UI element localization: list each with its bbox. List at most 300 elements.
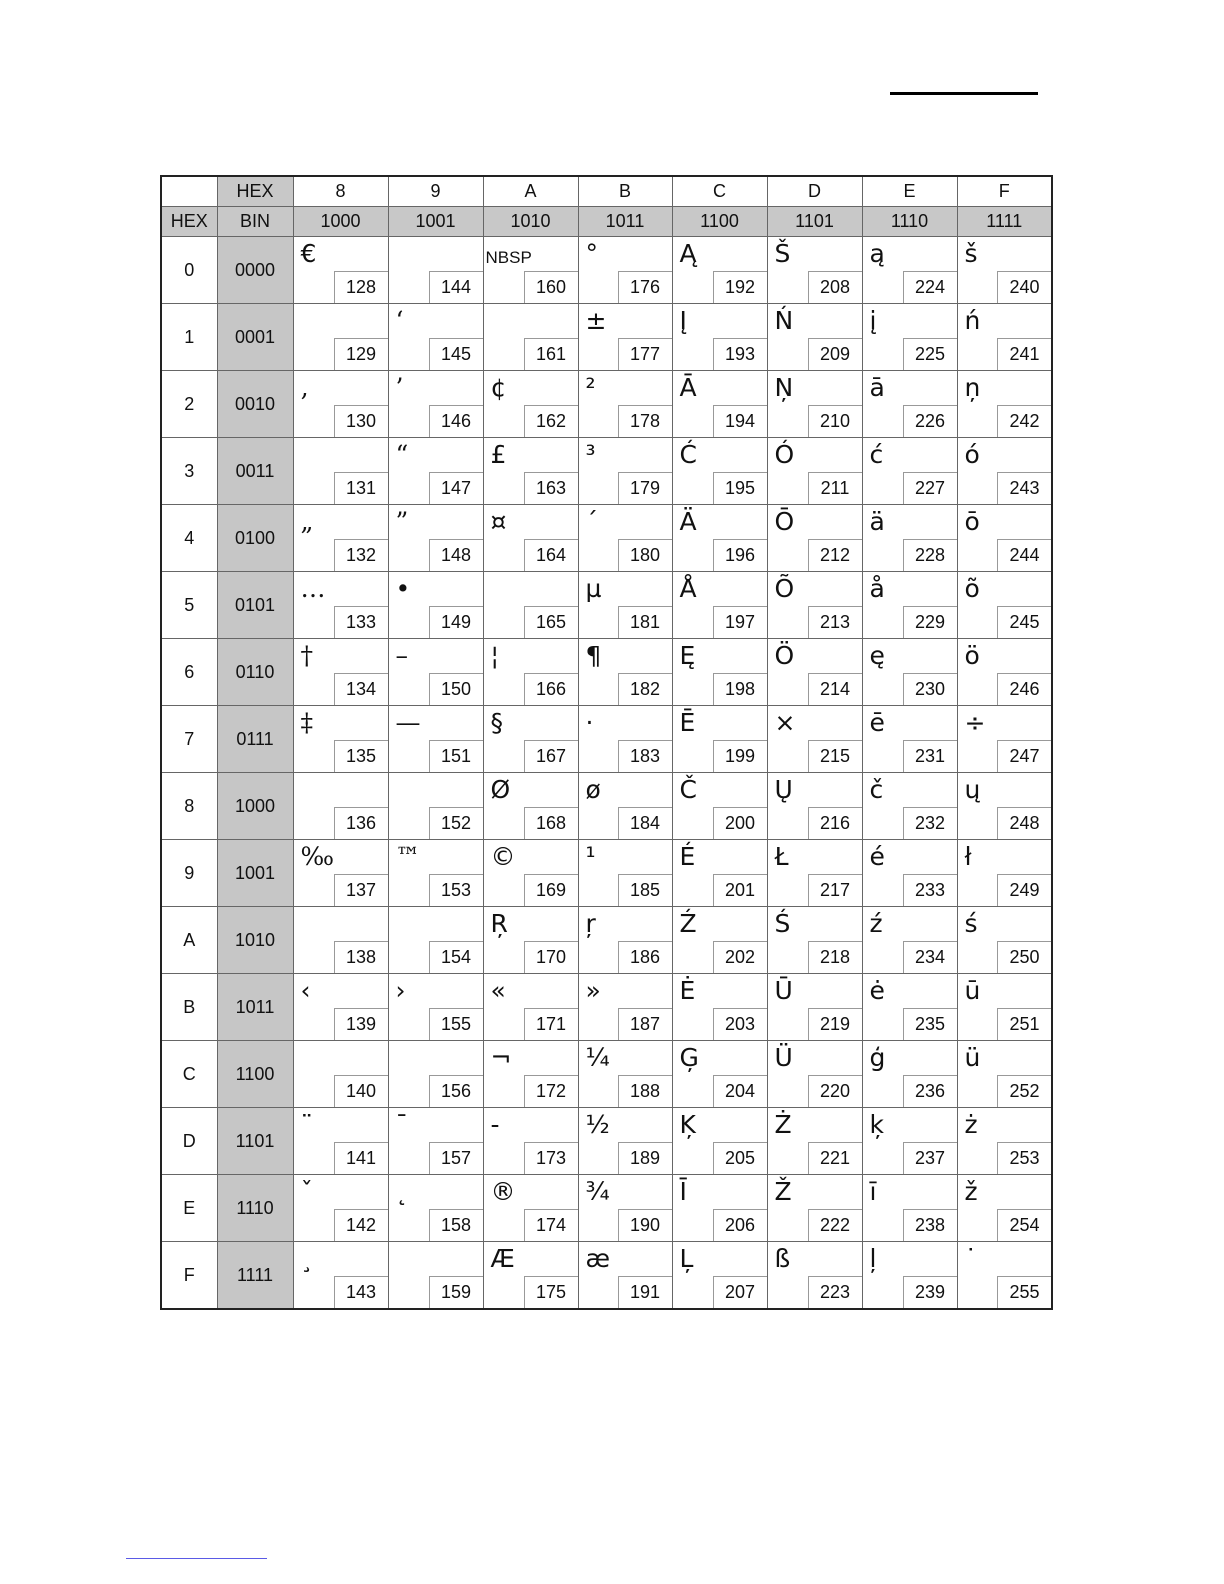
decimal-code: 128 [334, 271, 388, 303]
table-row [161, 840, 1052, 907]
character-cell [293, 639, 388, 706]
character-glyph: ę [869, 641, 885, 670]
character-glyph: - [490, 1110, 500, 1139]
character-cell [388, 572, 483, 639]
character-cell [483, 639, 578, 706]
column-bin-header: 1000 [293, 207, 388, 237]
decimal-code: 173 [524, 1142, 578, 1174]
decimal-code: 233 [903, 874, 957, 906]
character-glyph: Ā [679, 373, 697, 402]
character-cell [957, 974, 1052, 1041]
decimal-code: 143 [334, 1276, 388, 1308]
decimal-code: 132 [334, 539, 388, 571]
decimal-code: 151 [429, 740, 483, 772]
decimal-code: 184 [618, 807, 672, 839]
character-cell [388, 438, 483, 505]
column-bin-header: 1011 [578, 207, 672, 237]
character-cell [957, 840, 1052, 907]
decimal-code: 142 [334, 1209, 388, 1241]
character-cell [293, 1108, 388, 1175]
column-hex-header: C [672, 176, 767, 207]
character-cell [483, 1041, 578, 1108]
character-glyph: “ [395, 440, 409, 469]
character-glyph: Ō [774, 507, 795, 536]
character-glyph: ³ [585, 440, 596, 469]
table-row [161, 773, 1052, 840]
decimal-code: 176 [618, 271, 672, 303]
character-cell [483, 438, 578, 505]
character-cell [957, 1242, 1052, 1310]
character-glyph: Ģ [679, 1043, 699, 1072]
character-cell [388, 1242, 483, 1310]
character-cell [388, 907, 483, 974]
decimal-code: 226 [903, 405, 957, 437]
character-cell [293, 237, 388, 304]
decimal-code: 209 [808, 338, 862, 370]
decimal-code: 175 [524, 1276, 578, 1308]
character-cell [672, 438, 767, 505]
row-bin-digits: 0110 [217, 639, 293, 706]
decimal-code: 181 [618, 606, 672, 638]
decimal-code: 207 [713, 1276, 767, 1308]
header-corner [161, 176, 217, 207]
character-cell [578, 572, 672, 639]
column-hex-header: 9 [388, 176, 483, 207]
character-cell [767, 706, 862, 773]
row-hex-digit: 7 [161, 706, 217, 773]
decimal-code: 183 [618, 740, 672, 772]
character-cell [862, 974, 957, 1041]
decimal-code: 217 [808, 874, 862, 906]
character-glyph: Ē [679, 708, 696, 737]
decimal-code: 161 [524, 338, 578, 370]
decimal-code: 160 [524, 271, 578, 303]
character-glyph: ¤ [490, 507, 507, 536]
character-cell [483, 773, 578, 840]
character-glyph: č [869, 775, 884, 804]
row-bin-digits: 0111 [217, 706, 293, 773]
decimal-code: 250 [997, 941, 1051, 973]
footer-link-underline [126, 1558, 267, 1559]
character-glyph: ± [585, 306, 607, 335]
character-cell [483, 1108, 578, 1175]
column-bin-header: 1010 [483, 207, 578, 237]
character-cell [957, 1175, 1052, 1242]
decimal-code: 231 [903, 740, 957, 772]
column-hex-header: 8 [293, 176, 388, 207]
decimal-code: 133 [334, 606, 388, 638]
decimal-code: 188 [618, 1075, 672, 1107]
decimal-code: 224 [903, 271, 957, 303]
row-bin-digits: 0100 [217, 505, 293, 572]
character-cell [578, 773, 672, 840]
character-cell [578, 639, 672, 706]
table-row [161, 907, 1052, 974]
table-row [161, 1108, 1052, 1175]
character-glyph: Æ [490, 1244, 515, 1273]
character-glyph: ¬ [490, 1043, 512, 1072]
character-cell [767, 371, 862, 438]
decimal-code: 155 [429, 1008, 483, 1040]
character-glyph: ö [964, 641, 980, 670]
character-glyph: Ę [679, 641, 696, 670]
decimal-code: 225 [903, 338, 957, 370]
decimal-code: 148 [429, 539, 483, 571]
row-bin-digits: 0000 [217, 237, 293, 304]
character-glyph: Ó [774, 440, 795, 469]
decimal-code: 179 [618, 472, 672, 504]
character-glyph: ¶ [585, 641, 602, 670]
decimal-code: 145 [429, 338, 483, 370]
character-glyph: ó [964, 440, 980, 469]
character-cell [388, 1041, 483, 1108]
character-cell [578, 304, 672, 371]
decimal-code: 214 [808, 673, 862, 705]
character-glyph: — [395, 708, 421, 737]
table-row [161, 438, 1052, 505]
character-glyph: ł [964, 842, 972, 871]
decimal-code: 137 [334, 874, 388, 906]
character-cell [767, 1175, 862, 1242]
character-cell [957, 572, 1052, 639]
character-cell [293, 974, 388, 1041]
character-cell [672, 1041, 767, 1108]
row-bin-digits: 1100 [217, 1041, 293, 1108]
character-cell [862, 237, 957, 304]
character-glyph: ž [964, 1177, 978, 1206]
character-glyph: ń [964, 306, 981, 335]
column-hex-header: E [862, 176, 957, 207]
character-glyph: ģ [869, 1043, 886, 1072]
character-cell [767, 438, 862, 505]
character-cell [767, 1041, 862, 1108]
character-cell [388, 1108, 483, 1175]
character-cell [483, 1175, 578, 1242]
character-cell [293, 1175, 388, 1242]
decimal-code: 194 [713, 405, 767, 437]
decimal-code: 220 [808, 1075, 862, 1107]
table-row [161, 1175, 1052, 1242]
character-cell [767, 907, 862, 974]
decimal-code: 239 [903, 1276, 957, 1308]
character-glyph: £ [490, 440, 507, 469]
character-glyph: › [395, 976, 406, 1005]
character-glyph: ą [869, 239, 885, 268]
character-glyph: ® [490, 1177, 516, 1206]
header-bin-row [161, 207, 1052, 237]
character-cell [293, 1041, 388, 1108]
decimal-code: 180 [618, 539, 672, 571]
character-glyph: ‘ [395, 306, 404, 335]
row-bin-digits: 1110 [217, 1175, 293, 1242]
character-cell [578, 438, 672, 505]
character-code-table [160, 175, 1053, 1310]
character-cell [957, 304, 1052, 371]
decimal-code: 202 [713, 941, 767, 973]
decimal-code: 241 [997, 338, 1051, 370]
decimal-code: 182 [618, 673, 672, 705]
decimal-code: 134 [334, 673, 388, 705]
character-cell [672, 237, 767, 304]
decimal-code: 159 [429, 1276, 483, 1308]
decimal-code: 242 [997, 405, 1051, 437]
character-glyph: Ļ [679, 1244, 694, 1273]
character-cell [862, 773, 957, 840]
character-glyph: ė [869, 976, 885, 1005]
column-bin-header: 1100 [672, 207, 767, 237]
decimal-code: 197 [713, 606, 767, 638]
decimal-code: 205 [713, 1142, 767, 1174]
character-cell [578, 706, 672, 773]
decimal-code: 234 [903, 941, 957, 973]
character-glyph: Ū [774, 976, 793, 1005]
table-row [161, 639, 1052, 706]
character-glyph: ņ [964, 373, 981, 402]
character-glyph: ¨ [300, 1110, 313, 1139]
decimal-code: 255 [997, 1276, 1051, 1308]
character-glyph: » [585, 976, 601, 1005]
row-bin-digits: 0010 [217, 371, 293, 438]
character-cell [578, 974, 672, 1041]
character-glyph: · [585, 708, 594, 737]
table-row [161, 237, 1052, 304]
row-hex-digit: 9 [161, 840, 217, 907]
decimal-code: 222 [808, 1209, 862, 1241]
top-rule [890, 92, 1038, 95]
decimal-code: 156 [429, 1075, 483, 1107]
character-cell [483, 706, 578, 773]
character-glyph: Ņ [774, 373, 794, 402]
character-glyph: Ä [679, 507, 697, 536]
decimal-code: 150 [429, 673, 483, 705]
decimal-code: 177 [618, 338, 672, 370]
decimal-code: 136 [334, 807, 388, 839]
character-cell [767, 639, 862, 706]
character-cell [293, 371, 388, 438]
character-glyph: Ü [774, 1043, 793, 1072]
character-glyph: ō [964, 507, 980, 536]
character-glyph: ü [964, 1043, 981, 1072]
character-glyph: ź [869, 909, 883, 938]
character-cell [862, 639, 957, 706]
decimal-code: 219 [808, 1008, 862, 1040]
column-hex-header: F [957, 176, 1052, 207]
row-hex-digit: F [161, 1242, 217, 1310]
character-cell [957, 438, 1052, 505]
character-glyph: ÷ [964, 708, 986, 737]
row-hex-digit: 2 [161, 371, 217, 438]
character-cell [578, 840, 672, 907]
decimal-code: 193 [713, 338, 767, 370]
character-glyph: µ [585, 574, 602, 603]
character-glyph: † [300, 641, 313, 670]
decimal-code: 130 [334, 405, 388, 437]
row-hex-digit: B [161, 974, 217, 1041]
character-cell [767, 304, 862, 371]
character-cell [672, 840, 767, 907]
column-hex-header: B [578, 176, 672, 207]
character-glyph: … [300, 574, 326, 603]
character-cell [388, 840, 483, 907]
character-glyph: ¼ [585, 1043, 610, 1072]
character-cell [767, 840, 862, 907]
decimal-code: 139 [334, 1008, 388, 1040]
decimal-code: 169 [524, 874, 578, 906]
row-bin-digits: 1010 [217, 907, 293, 974]
decimal-code: 251 [997, 1008, 1051, 1040]
character-glyph: ų [964, 775, 981, 804]
decimal-code: 185 [618, 874, 672, 906]
character-glyph: ļ [869, 1244, 877, 1273]
table-row [161, 706, 1052, 773]
character-cell [483, 974, 578, 1041]
row-hex-digit: 3 [161, 438, 217, 505]
character-glyph: ī [869, 1177, 877, 1206]
character-cell [388, 1175, 483, 1242]
character-cell [672, 1175, 767, 1242]
character-glyph: ˛ [395, 1177, 408, 1206]
decimal-code: 235 [903, 1008, 957, 1040]
character-glyph: õ [964, 574, 980, 603]
character-cell [672, 1242, 767, 1310]
decimal-code: 195 [713, 472, 767, 504]
decimal-code: 186 [618, 941, 672, 973]
decimal-code: 213 [808, 606, 862, 638]
decimal-code: 170 [524, 941, 578, 973]
character-cell [483, 237, 578, 304]
character-cell [767, 572, 862, 639]
character-cell [483, 304, 578, 371]
character-glyph: æ [585, 1244, 611, 1273]
decimal-code: 141 [334, 1142, 388, 1174]
character-glyph: Ć [679, 440, 697, 469]
decimal-code: 221 [808, 1142, 862, 1174]
decimal-code: 157 [429, 1142, 483, 1174]
character-cell [388, 639, 483, 706]
character-cell [767, 1108, 862, 1175]
character-cell [767, 505, 862, 572]
character-cell [672, 907, 767, 974]
decimal-code: 203 [713, 1008, 767, 1040]
character-cell [578, 505, 672, 572]
character-cell [388, 304, 483, 371]
character-glyph: Ś [774, 909, 791, 938]
character-cell [578, 907, 672, 974]
character-cell [578, 371, 672, 438]
character-cell [672, 505, 767, 572]
character-glyph: ½ [585, 1110, 610, 1139]
decimal-code: 236 [903, 1075, 957, 1107]
character-glyph: ² [585, 373, 596, 402]
character-cell [862, 706, 957, 773]
character-glyph: Č [679, 775, 697, 804]
character-cell [862, 1108, 957, 1175]
table-row [161, 505, 1052, 572]
character-cell [388, 505, 483, 572]
decimal-code: 187 [618, 1008, 672, 1040]
character-glyph: É [679, 842, 696, 871]
character-cell [293, 505, 388, 572]
character-cell [388, 706, 483, 773]
character-cell [483, 505, 578, 572]
row-hex-digit: D [161, 1108, 217, 1175]
decimal-code: 247 [997, 740, 1051, 772]
row-hex-digit: E [161, 1175, 217, 1242]
row-bin-digits: 1001 [217, 840, 293, 907]
character-glyph: ° [585, 239, 598, 268]
character-glyph: Ž [774, 1177, 792, 1206]
decimal-code: 215 [808, 740, 862, 772]
decimal-code: 189 [618, 1142, 672, 1174]
decimal-code: 216 [808, 807, 862, 839]
character-glyph: ¾ [585, 1177, 610, 1206]
decimal-code: 190 [618, 1209, 672, 1241]
character-glyph: « [490, 976, 506, 1005]
decimal-code: 158 [429, 1209, 483, 1241]
decimal-code: 212 [808, 539, 862, 571]
character-glyph: § [490, 708, 503, 737]
character-cell [957, 907, 1052, 974]
decimal-code: 198 [713, 673, 767, 705]
character-cell [293, 706, 388, 773]
character-cell [672, 572, 767, 639]
character-glyph: ” [395, 507, 409, 536]
decimal-code: 144 [429, 271, 483, 303]
decimal-code: 191 [618, 1276, 672, 1308]
decimal-code: 252 [997, 1075, 1051, 1107]
decimal-code: 162 [524, 405, 578, 437]
character-cell [672, 639, 767, 706]
character-glyph: × [774, 708, 796, 737]
character-glyph: Ŗ [490, 909, 508, 938]
character-cell [862, 505, 957, 572]
character-cell [388, 371, 483, 438]
character-cell [388, 974, 483, 1041]
character-cell [672, 1108, 767, 1175]
row-bin-digits: 1101 [217, 1108, 293, 1175]
header-hex-label: HEX [217, 176, 293, 207]
row-bin-digits: 1011 [217, 974, 293, 1041]
decimal-code: 166 [524, 673, 578, 705]
column-bin-header: 1001 [388, 207, 483, 237]
row-bin-digits: 1000 [217, 773, 293, 840]
character-glyph: Ö [774, 641, 795, 670]
character-cell [862, 1175, 957, 1242]
character-glyph: ē [869, 708, 885, 737]
character-cell [957, 706, 1052, 773]
character-glyph: ¢ [490, 373, 507, 402]
character-cell [293, 304, 388, 371]
decimal-code: 138 [334, 941, 388, 973]
column-hex-header: A [483, 176, 578, 207]
character-cell [578, 1242, 672, 1310]
character-cell [293, 907, 388, 974]
character-cell [388, 773, 483, 840]
character-glyph: Ų [774, 775, 793, 804]
decimal-code: 200 [713, 807, 767, 839]
row-hex-digit: 6 [161, 639, 217, 706]
table-row [161, 1041, 1052, 1108]
character-glyph: • [395, 574, 411, 603]
decimal-code: 168 [524, 807, 578, 839]
character-glyph: ß [774, 1244, 791, 1273]
character-cell [862, 304, 957, 371]
decimal-code: 246 [997, 673, 1051, 705]
character-glyph: Ń [774, 306, 794, 335]
decimal-code: 149 [429, 606, 483, 638]
character-cell [578, 237, 672, 304]
decimal-code: 218 [808, 941, 862, 973]
